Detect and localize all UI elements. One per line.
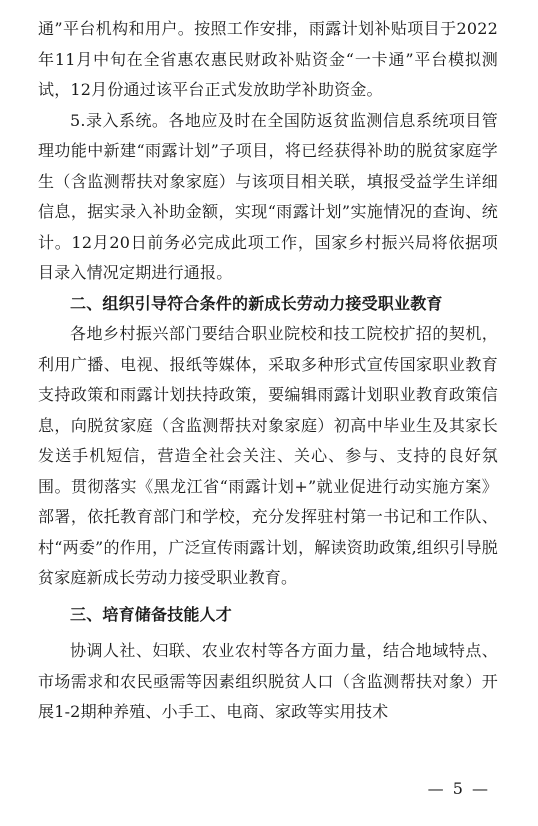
document-body	[38, 14, 498, 728]
page-number: — 5 —	[427, 779, 490, 798]
paragraph-skill-training: 协调人社、妇联、农业农村等各方面力量，结合地域特点、市场需求和农民亟需等因素组织脱贫人口（含监测帮扶对象）开展1-2期种养殖、小手工、电商、家政等实用技术	[38, 641, 498, 721]
paragraph-system-entry: 5.录入系统。各地应及时在全国防返贫监测信息系统项目管理功能中新建“雨露计划”子项目，将已经获得补助的脱贫家庭学生（含监测帮扶对象家庭）与该项目相关联，填报受益学生详细信息，据实录入补助金额，实现“雨露计划”实施情况的查询、统计。12月20日前务必完成此项工作，国家乡村振兴局将依据项目录入情况定期进行通报。	[38, 110, 498, 282]
paragraph-yikatong-platform: 通”平台机构和用户。按照工作安排，雨露计划补贴项目于2022年11月中旬在全省惠农惠民财政补贴资金“一卡通”平台模拟测试，12月份通过该平台正式发放助学补助资金。	[38, 19, 498, 99]
section-heading-vocational-education: 二、组织引导符合条件的新成长劳动力接受职业教育	[70, 293, 443, 313]
section-heading-skill-training: 三、培育储备技能人才	[70, 604, 233, 624]
paragraph-vocational-education: 各地乡村振兴部门要结合职业院校和技工院校扩招的契机，利用广播、电视、报纸等媒体，采取多种形式宣传国家职业教育支持政策和雨露计划扶持政策，要编辑雨露计划职业教育政策信息，向脱贫家庭（含监测帮扶对象家庭）初高中毕业生及其家长发送手机短信，营造全社会关注、关心、参与、支持的良好氛围。贯彻落实《黑龙江省“雨露计划+”就业促进行动实施方案》部署，依托教育部门和学校，充分发挥驻村第一书记和工作队、村“两委”的作用，广泛宣传雨露计划，解读资助政策,组织引导脱贫家庭新成长劳动力接受职业教育。	[38, 324, 498, 587]
